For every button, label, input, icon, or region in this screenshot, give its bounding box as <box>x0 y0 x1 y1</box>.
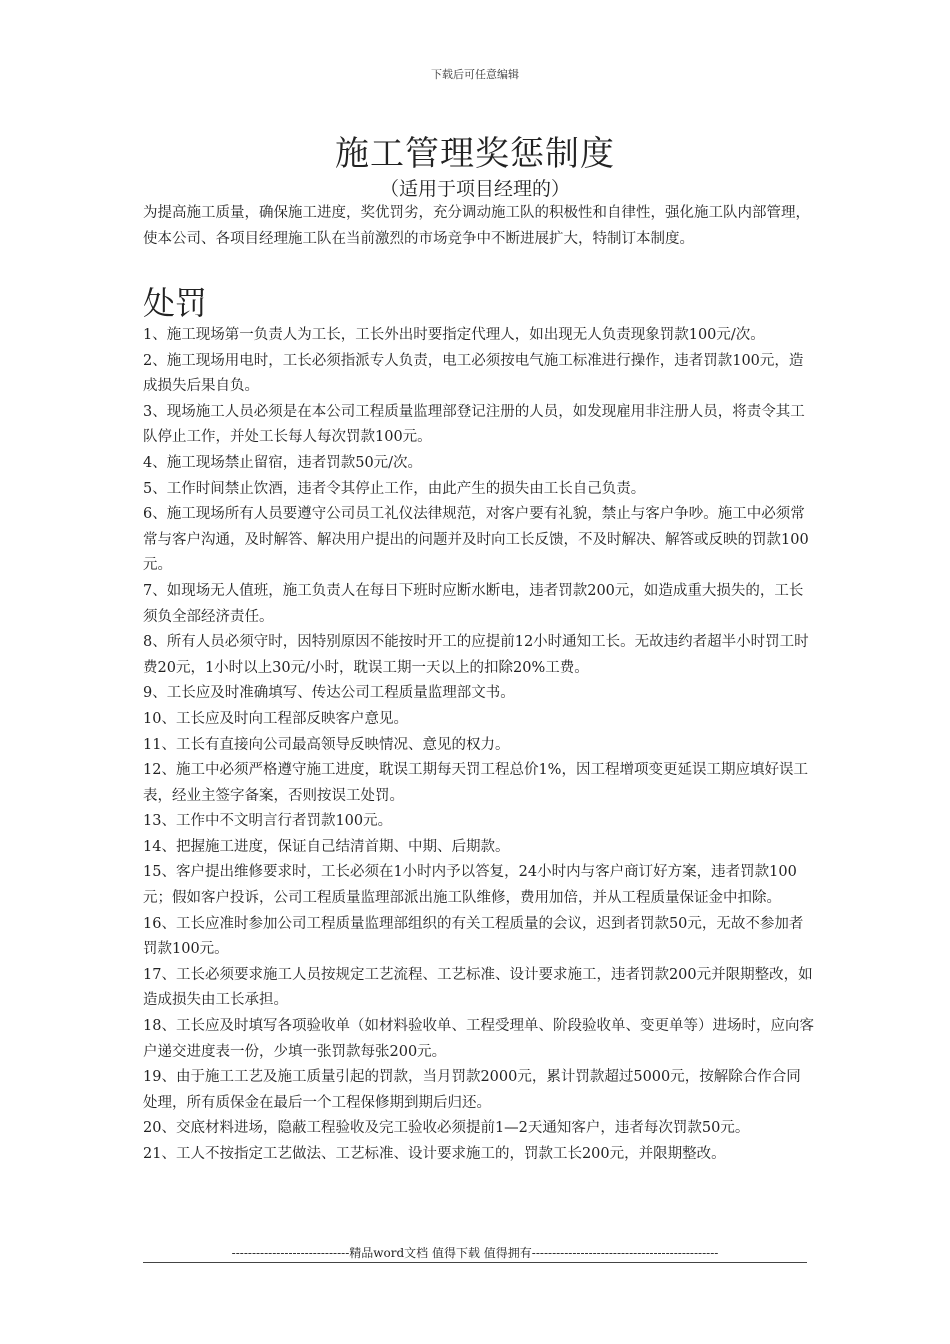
rule-item: 3、现场施工人员必须是在本公司工程质量监理部登记注册的人员，如发现雇用非注册人员，将责令其工队停止工作，并处工长每人每次罚款100元。 <box>143 403 805 446</box>
rules-list <box>143 323 815 1168</box>
rule-item: 7、如现场无人值班，施工负责人在每日下班时应断水断电，违者罚款200元，如造成重大损失的，工长须负全部经济责任。 <box>143 582 804 625</box>
intro-paragraph: 为提高施工质量，确保施工进度，奖优罚劣，充分调动施工队的积极性和自律性，强化施工队内部管理，使本公司、各项目经理施工队在当前激烈的市场竞争中不断进展扩大，特制订本制度。 <box>143 205 810 247</box>
header-note: 下载后可任意编辑 <box>431 68 519 81</box>
document-title: 施工管理奖惩制度 <box>335 134 615 174</box>
rule-item: 12、施工中必须严格遵守施工进度，耽误工期每天罚工程总价1%，因工程增项变更延误工期应填好误工表，经业主签字备案，否则按误工处罚。 <box>143 762 808 804</box>
section-heading-penalty: 处罚 <box>143 284 208 322</box>
rule-item: 4、施工现场禁止留宿，违者罚款50元/次。 <box>143 454 423 471</box>
rule-item: 21、工人不按指定工艺做法、工艺标准、设计要求施工的，罚款工长200元，并限期整改。 <box>143 1146 726 1162</box>
footer-text: -----------------------------精品word文档 值得下载 值得拥有---------------------------------------------- <box>231 1246 719 1260</box>
rule-item: 2、施工现场用电时，工长必须指派专人负责，电工必须按电气施工标准进行操作，违者罚款100元，造成损失后果自负。 <box>143 352 804 395</box>
rule-item: 6、施工现场所有人员要遵守公司员工礼仪法律规范，对客户要有礼貌，禁止与客户争吵。施工中必须常常与客户沟通，及时解答、解决用户提出的问题并及时向工长反馈，不及时解决、解答或反映的罚款100元。 <box>143 506 809 574</box>
rule-item: 5、工作时间禁止饮酒，违者令其停止工作，由此产生的损失由工长自己负责。 <box>143 480 646 497</box>
rule-item: 9、工长应及时准确填写、传达公司工程质量监理部文书。 <box>143 685 515 702</box>
rule-item: 18、工长应及时填写各项验收单（如材料验收单、工程受理单、阶段验收单、变更单等）进场时，应向客户递交进度表一份，少填一张罚款每张200元。 <box>143 1018 814 1060</box>
footer-divider <box>143 1262 807 1263</box>
rule-item: 17、工长必须要求施工人员按规定工艺流程、工艺标准、设计要求施工，违者罚款200元并限期整改，如造成损失由工长承担。 <box>143 966 813 1009</box>
rule-item: 15、客户提出维修要求时，工长必须在1小时内予以答复，24小时内与客户商订好方案，违者罚款100元；假如客户投诉，公司工程质量监理部派出施工队维修，费用加倍，并从工程质量保证金中扣除。 <box>143 864 797 907</box>
rule-item: 19、由于施工工艺及施工质量引起的罚款，当月罚款2000元，累计罚款超过5000元，按解除合作合同处理，所有质保金在最后一个工程保修期到期后归还。 <box>143 1069 801 1111</box>
rule-item: 10、工长应及时向工程部反映客户意见。 <box>143 710 408 727</box>
rule-item: 1、施工现场第一负责人为工长，工长外出时要指定代理人，如出现无人负责现象罚款100元/次。 <box>143 327 765 343</box>
document-subtitle: （适用于项目经理的） <box>379 178 570 200</box>
rule-item: 13、工作中不文明言行者罚款100元。 <box>143 813 393 830</box>
rule-item: 14、把握施工进度，保证自己结清首期、中期、后期款。 <box>143 838 510 855</box>
rule-item: 20、交底材料进场，隐蔽工程验收及完工验收必须提前1—2天通知客户，违者每次罚款50元。 <box>143 1120 750 1137</box>
rule-item: 16、工长应准时参加公司工程质量监理部组织的有关工程质量的会议，迟到者罚款50元，无故不参加者罚款100元。 <box>143 915 804 958</box>
rule-item: 11、工长有直接向公司最高领导反映情况、意见的权力。 <box>143 736 510 753</box>
rule-item: 8、所有人员必须守时，因特别原因不能按时开工的应提前12小时通知工长。无故违约者超半小时罚工时费20元，1小时以上30元/小时，耽误工期一天以上的扣除20%工费。 <box>143 634 809 676</box>
